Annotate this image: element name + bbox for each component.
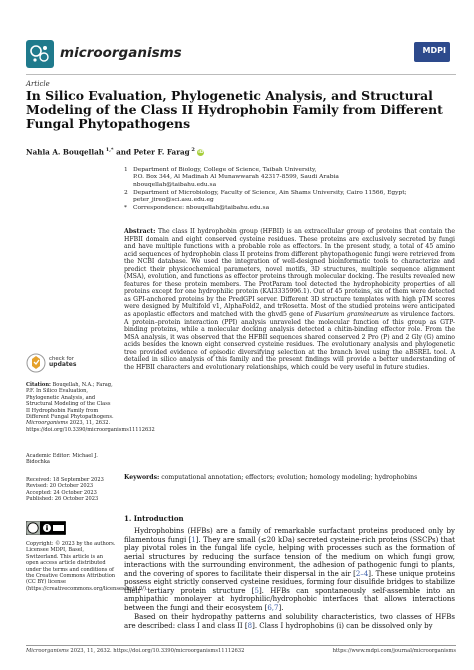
text-run: Hydrophobins (HFBs) are a family of remarkable surfactant proteins produced only by filamentous fungi [	[124, 527, 455, 544]
citation-link[interactable]: 8	[247, 622, 253, 631]
footer-journal-url[interactable]: https://www.mdpi.com/journal/microorganisms	[332, 648, 456, 654]
date-published: Published: 26 October 2023	[26, 496, 99, 503]
copyright-text: Copyright: © 2023 by the authors. Licensee MDPI, Basel, Switzerland. This article is an open access article distributed under the terms and conditions of the Creative Commons Attribution (CC BY) license (https://creativecommons.org/licenses/by/4.0/).	[26, 541, 148, 592]
page-footer	[26, 648, 456, 654]
abstract-text: The class II hydrophobin group (HFBII) is an extracellular group of proteins that contain the HFBII domain and eight conserved cysteine residues. These proteins are exclusively secreted by fungi and have multiple functions with a probable role as effectors. In the present study, a total of 45 amino acid sequences of hydrophobin class II proteins from different phytopathogenic fungi were retrieved from the NCBI database. We used the integration of well-designed bioinformatic tools to characterize and predict their physicochemical parameters, novel motifs, 3D structures, multiple sequence alignment (MSA), evolution, and functions as effector proteins through molecular docking. The results revealed new features for these protein members. The ProtParam tool detected the hydrophobicity properties of all proteins except for one hydrophilic protein (KAI3335996.1). Out of 45 proteins, six of them were detected as GPI-anchored proteins by the PredGPI server. Different 3D structure templates with high pTM scores were designed by Multifold v1, AlphaFold2, and trRosetta. Most of the studied proteins were anticipated as apoplastic effectors and matched with the ghvd5 gene of	[124, 228, 455, 319]
citation-label: Citation:	[26, 382, 51, 388]
text-run: Based on their hydropathy patterns and solubility characteristics, two classes of HFBs are described: class I and class II [	[124, 613, 455, 631]
paragraph	[124, 613, 455, 630]
mdpi-logo-text: MDPI	[422, 46, 446, 55]
citation-link[interactable]: 5	[254, 586, 259, 595]
author-separator: and	[116, 147, 134, 157]
affiliations	[124, 167, 454, 214]
text-run: ]. Class I hydrophobins (i) can be dissolved only by	[252, 622, 433, 631]
author-marks: 2	[189, 147, 195, 153]
citation-text: Bouqellah, N.A.; Farag, P.F. In Silico Evaluation, Phylogenetic Analysis, and Structural Modeling of the Class II Hydrophobin Family from Different Fungal Phytopathogens.	[26, 382, 114, 421]
academic-editor: Academic Editor: Michael J. Bidochka	[26, 453, 98, 466]
affiliation	[124, 190, 454, 205]
date-accepted: Accepted: 24 October 2023	[26, 489, 97, 496]
keywords-text: computational annotation; effectors; evolution; homology modeling; hydrophobins	[161, 474, 418, 481]
check-for-updates-badge[interactable]	[26, 353, 86, 375]
affiliation-mark: *	[124, 205, 127, 212]
publication-dates	[26, 477, 116, 503]
paragraph	[124, 527, 455, 612]
copyright-notice	[26, 541, 148, 592]
microorganisms-logo-icon	[26, 40, 54, 68]
abstract-text-2: as virulence factors. A protein–protein interaction (PPI) analysis unraveled the molecular function of this group as GTP-binding proteins, while a molecular docking analysis detected a chitin-binding effector role. From the MSA analysis, it was observed that the HFBII sequences shared conserved 2 Pro (P) and 2 Gly (G) amino acids besides the known eight conserved cysteine residues. The evolutionary analysis and phylogenetic tree provided evidence of episodic diversifying selection at the branch level using the aBSREL tool. A detailed in silico analysis of this family and the present findings will provide a better understanding of the HFBII characters and evolutionary relationships, which could be very useful in future studies.	[124, 311, 456, 371]
text-run: ]. HFBs can spontaneously self-assemble into an amphipathic monolayer at hydrophilic/hydrophobic interfaces that allows interactions between the fungi and their ecosystem [	[124, 586, 455, 612]
correspondence-line[interactable]: Correspondence: nbouqellah@taibahu.edu.sa	[133, 205, 270, 212]
article-title: In Silico Evaluation, Phylogenetic Analysis, and Structural Modeling of the Class II Hydrophobin Family from Different Fungal Phytopathogens	[26, 88, 443, 131]
affiliation-line: P.O. Box 344, Al Madinah Al Munawwarah 42317-8599, Saudi Arabia	[133, 174, 339, 181]
author-marks: 1,*	[103, 147, 114, 153]
text-run: ]. These unique proteins possess eight strictly conserved cysteine residues, forming four disulfide bridges to stabilize their tertiary protein structure [	[124, 569, 455, 595]
citation-journal: Microorganisms	[26, 420, 68, 427]
affiliation-line[interactable]: nbouqellah@taibahu.edu.sa	[133, 181, 217, 188]
footer-divider	[26, 645, 456, 646]
author-list	[26, 147, 204, 156]
introduction-body	[124, 527, 455, 632]
article-type: Article	[26, 80, 50, 88]
footer-citation	[26, 648, 244, 654]
orcid-icon[interactable]: iD	[198, 149, 204, 155]
journal-header	[26, 40, 450, 70]
abstract-label: Abstract:	[124, 228, 156, 235]
citation-link[interactable]: 2–4	[355, 569, 369, 578]
header-divider	[26, 74, 456, 75]
section-heading-introduction: 1. Introduction	[124, 514, 184, 523]
check-for-updates-label	[49, 356, 76, 368]
author-name[interactable]: Nahla A. Bouqellah	[26, 147, 104, 157]
affiliation	[124, 167, 454, 189]
abstract-species: Fusarium graminearum	[314, 311, 389, 319]
citation-link[interactable]: 6,7	[267, 603, 279, 612]
date-received: Received: 18 September 2023	[26, 477, 104, 483]
footer-doi[interactable]: 2023, 11, 2632. https://doi.org/10.3390/microorganisms11112632	[68, 648, 245, 654]
keywords-label: Keywords:	[124, 474, 160, 481]
footer-journal: Microorganisms	[26, 648, 69, 654]
keywords	[124, 474, 455, 482]
abstract	[124, 228, 455, 371]
affiliation-line: Department of Biology, College of Science, Taibah University,	[133, 167, 317, 173]
affiliation-line[interactable]: peter_jireo@sci.asu.edu.eg	[133, 197, 214, 204]
affiliation-line: Department of Microbiology, Faculty of Science, Ain Shams University, Cairo 11566, Egypt;	[133, 189, 407, 196]
affiliation-mark: 1	[124, 167, 128, 173]
citation-volume-doi[interactable]: 2023, 11, 2632. https://doi.org/10.3390/microorganisms11112632	[26, 420, 155, 433]
updates-check-text: check for	[49, 356, 74, 362]
creative-commons-icon[interactable]	[26, 521, 66, 535]
citation-link[interactable]: 1	[191, 535, 196, 544]
citation-block	[26, 382, 155, 433]
text-run: ].	[278, 603, 284, 612]
affiliation	[124, 205, 454, 212]
journal-name: microorganisms	[60, 45, 182, 61]
author-name[interactable]: Peter F. Farag	[133, 147, 190, 157]
text-run: ]. They are small (≤20 kDa) secreted cysteine-rich proteins (SSCPs) that play pivotal roles in the fungal life cycle, helping with processes such as the formation of aerial structures by reducing the surface tension of the medium on which fungi grow, interactions with the surrounding environment, the adhesion of pathogenic fungi to plants, and the covering of spores to facilitate their dispersal in the air [	[124, 535, 455, 578]
check-for-updates-icon	[26, 353, 46, 373]
updates-word: updates	[49, 361, 77, 369]
affiliation-mark: 2	[124, 189, 128, 196]
date-revised: Revised: 20 October 2023	[26, 483, 94, 490]
